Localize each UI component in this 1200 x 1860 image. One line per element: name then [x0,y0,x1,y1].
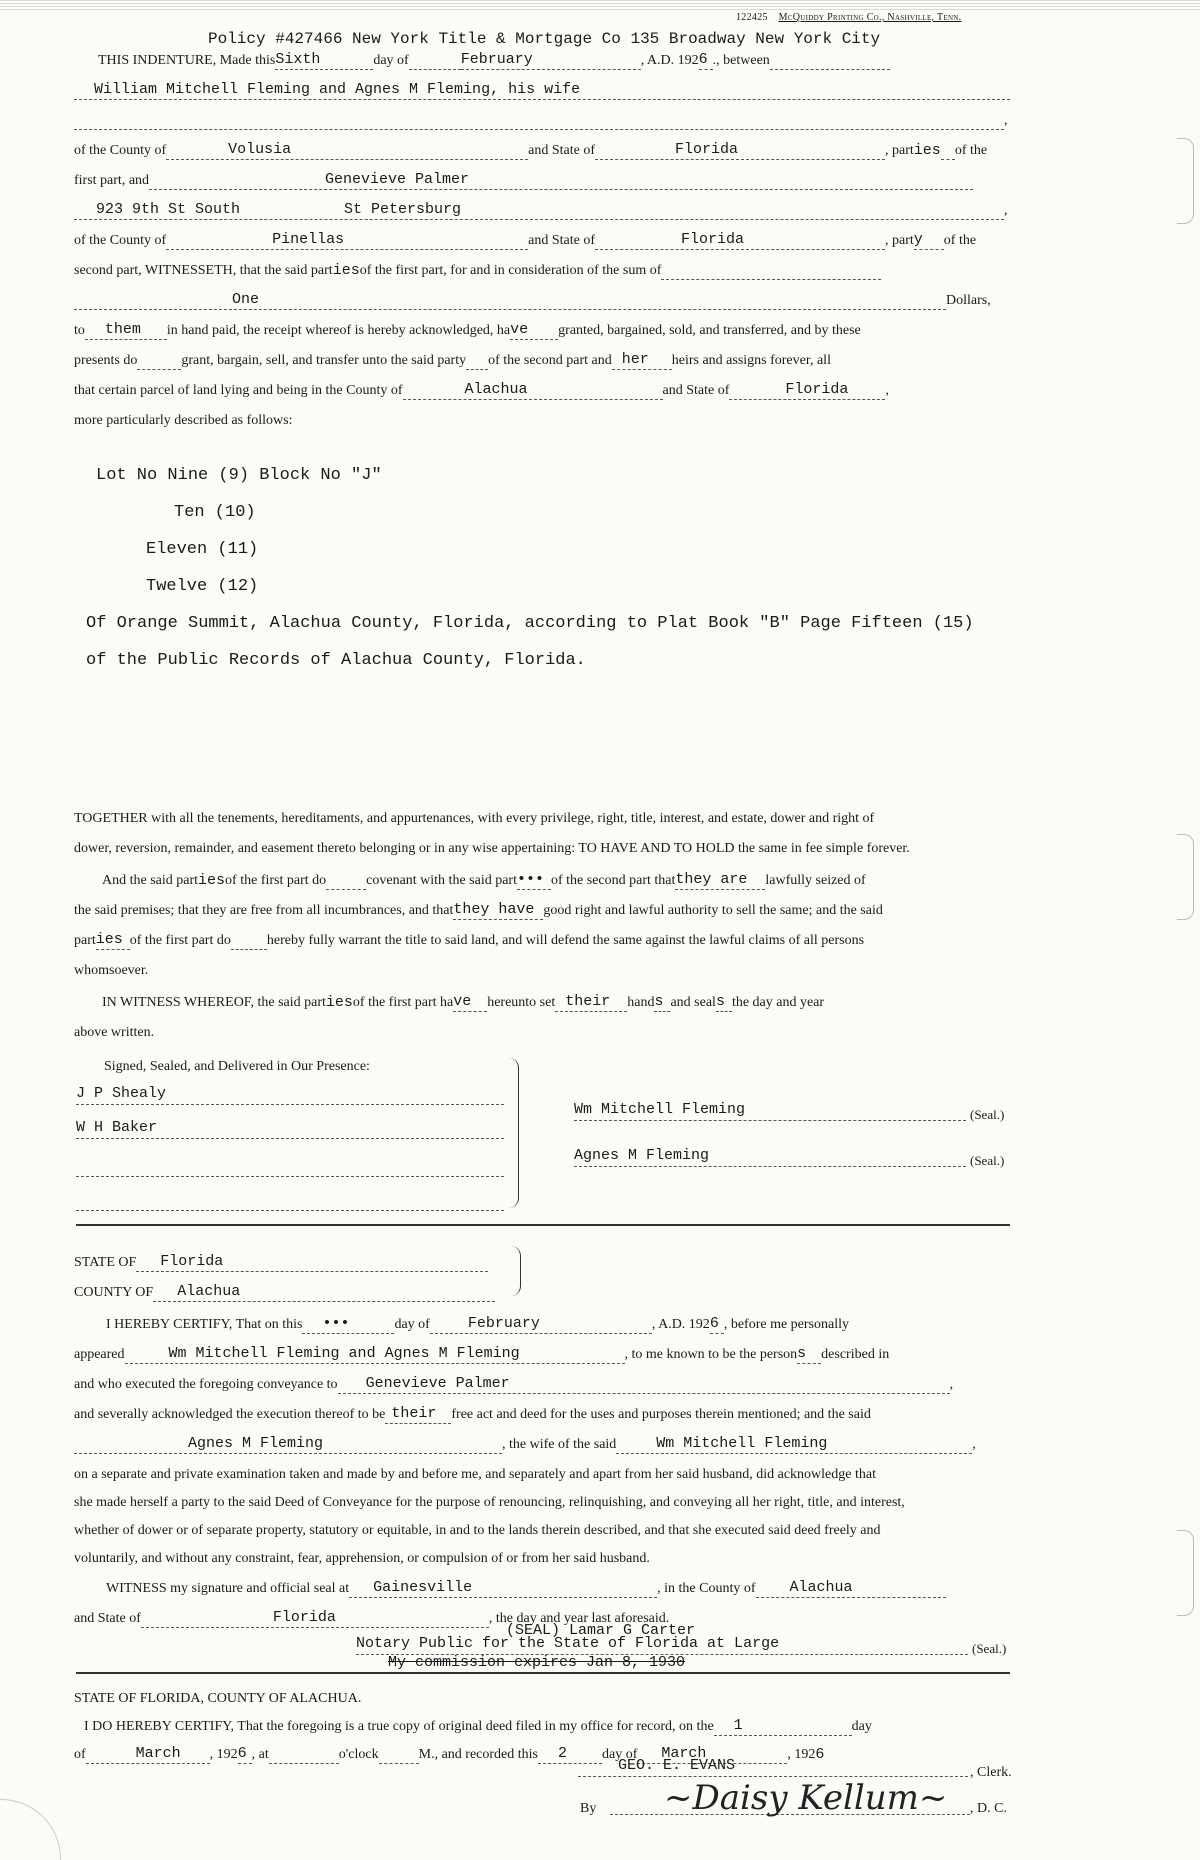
witness-1: J P Shealy [76,1085,167,1102]
clerk-name: GEO. E. EVANS [618,1757,736,1774]
grantee-county-line: of the County of Pinellas and State of Florida , party of the [74,231,977,248]
month-field: February [460,51,533,68]
top-margin-band [0,0,1200,12]
habendum-1: TOGETHER with all the tenements, hereditaments, and appurtenances, with every privilege, right, title, interest, and estate, dower and right of [74,811,875,826]
recording-line-2: of March , 1926 , at o'clock M., and recorded this 2 day of March , 1926 [74,1745,825,1763]
plat-line-1: Of Orange Summit, Alachua County, Florida, according to Plat Book "B" Page Fifteen (15) [86,614,974,633]
habendum-2: dower, reversion, remainder, and easement thereto belonging or in any wise appertaining: TO HAVE AND TO HOLD the same in fee simple forever. [74,841,910,856]
covenant-line-4: whomsoever. [74,963,149,978]
address-line: 923 9th St South St Petersburg , [74,202,1010,220]
grantor-2-line [574,1148,966,1167]
witness-whereof-line: IN WITNESS WHEREOF, the said partiesof the first part have hereunto set their hands and seals the day and year [102,993,825,1011]
binder-hole-2-icon [1177,834,1194,920]
printer-name: McQuiddy Printing Co., Nashville, Tenn. [778,12,962,23]
wife-line: Agnes M Fleming , the wife of the said Wm Mitchell Fleming , [74,1436,1010,1454]
covenant-line-2: the said premises; that they are free from all incumbrances, and thatthey have good right and lawful authority to sell the same; and the said [74,901,883,918]
lot-11: Eleven (11) [146,540,259,559]
sum-field: One [232,291,260,308]
signature-brace [504,1058,519,1208]
witnesseth-line: second part, WITNESSETH, that the said partiesof the first part, for and in consideration of the sum of [74,262,1010,280]
ack-county-line: COUNTY OF Alachua [74,1284,1010,1302]
grantors-field: William Mitchell Fleming and Agnes M Fleming, his wife [94,81,581,98]
policy-header: Policy #427466 New York Title & Mortgage Co 135 Broadway New York City [208,30,881,48]
by-label: By [580,1801,597,1816]
page-corner-curl [0,1799,61,1860]
ack-text-1: on a separate and private examination taken and made by and before me, and separately and apart from her said husband, did acknowledge that [74,1467,876,1482]
seal-1: (Seal.) [970,1107,1005,1122]
ack-text-2: she made herself a party to the said Deed of Conveyance for the purpose of renouncing, relinquishing, and conveying all her right, title, and interest, [74,1495,905,1510]
conveyance-line: and who executed the foregoing conveyance to Genevieve Palmer , [74,1375,954,1392]
parcel-line: that certain parcel of land lying and being in the County of Alachua and State of Florida , [74,381,889,398]
deputy-clerk-signature-icon: ~Daisy Kellum~ [664,1778,948,1818]
witness-seal-line: WITNESS my signature and official seal at Gainesville , in the County of Alachua [74,1580,1010,1598]
recording-header: STATE OF FLORIDA, COUNTY OF ALACHUA. [74,1691,362,1706]
notary-seal: (Seal.) [972,1641,1007,1656]
section-divider-2 [76,1672,1010,1674]
lot-line: Lot No Nine (9) Block No "J" [96,466,382,485]
covenant-line-3: parties of the first part do hereby fully warrant the title to said land, and will defend the same against the lawful claims of all persons [74,931,865,948]
grantor-county-line: of the County of Volusia and State of Florida , parties of the [74,141,988,159]
grantor-1-line [574,1102,966,1121]
grantee-line: first part, and Genevieve Palmer [74,172,1010,190]
recording-line-1: I DO HEREBY CERTIFY, That the foregoing is a true copy of original deed filed in my office for record, on the 1 day [84,1717,872,1734]
covenant-line-1: And the said partiesof the first part do covenant with the said part••• of the second part thatthey are lawfully seized of [102,871,866,889]
seal-2: (Seal.) [970,1153,1005,1168]
printer-code: 122425 [736,12,768,23]
lot-12: Twelve (12) [146,577,259,596]
ack-text-4: voluntarily, and without any constraint, fear, apprehension, or compulsion of or from her said husband. [74,1551,650,1566]
printer-imprint [736,12,961,23]
plat-line-2: of the Public Records of Alachua County, Florida. [86,651,586,670]
ack-state-line-2: and State of Florida , the day and year last aforesaid. [74,1609,670,1626]
grantor-1-signature: Wm Mitchell Fleming [574,1101,746,1118]
presents-line: presents do grant, bargain, sell, and transfer unto the said party of the second part and her heirs and assigns forever, all [74,351,831,368]
certify-line: I HEREBY CERTIFY, That on this ••• day of February , A.D. 1926 , before me personally [106,1315,849,1332]
section-divider [76,1224,1010,1226]
notary-title: Notary Public for the State of Florida at Large [356,1635,780,1652]
grantee-field: Genevieve Palmer [325,171,470,188]
witness-4-line [76,1192,504,1211]
clerk-label: , Clerk. [970,1765,1012,1780]
above-written: above written. [74,1025,155,1040]
acknowledged-line: and severally acknowledged the execution thereof to be their free act and deed for the uses and purposes therein mentioned; and the said [74,1405,871,1422]
binder-hole-3-icon [1177,1530,1194,1616]
witness-2-line [76,1120,504,1139]
clerk-line [578,1758,968,1777]
grantor-2-signature: Agnes M Fleming [574,1147,710,1164]
notary-title-line [356,1636,968,1655]
presence-label: Signed, Sealed, and Delivered in Our Presence: [104,1059,370,1074]
witness-1-line [76,1086,504,1105]
binder-hole-1-icon [1177,138,1194,224]
blank-line: , [74,112,1010,130]
sum-line: One Dollars, [74,292,1010,310]
dc-label: , D. C. [970,1801,1007,1816]
witness-3-line [76,1158,504,1177]
appeared-line: appeared Wm Mitchell Fleming and Agnes M Fleming , to me known to be the persons described in [74,1345,890,1362]
ack-text-3: whether of dower or of separate property, statutory or equitable, in and to the lands therein described, and that she executed said deed freely and [74,1523,881,1538]
venue-brace [508,1246,521,1296]
commission-expiry: My commission expires Jan 8, 1930 [388,1654,686,1671]
day-field: Sixth [275,51,321,68]
described-line: more particularly described as follows: [74,413,293,428]
lot-10: Ten (10) [174,503,256,522]
preamble-line-1: THIS INDENTURE, Made thisSixth day of February , A.D. 1926 ., between [74,52,1010,70]
grantors-line [74,82,1010,100]
witness-2: W H Baker [76,1119,158,1136]
ack-state-line: STATE OF Florida [74,1254,1010,1272]
notary-name: (SEAL) Lamar G Carter [506,1622,696,1639]
paid-line: to them in hand paid, the receipt whereof is hereby acknowledged, have granted, bargained, sold, and transferred, and by these [74,321,861,338]
